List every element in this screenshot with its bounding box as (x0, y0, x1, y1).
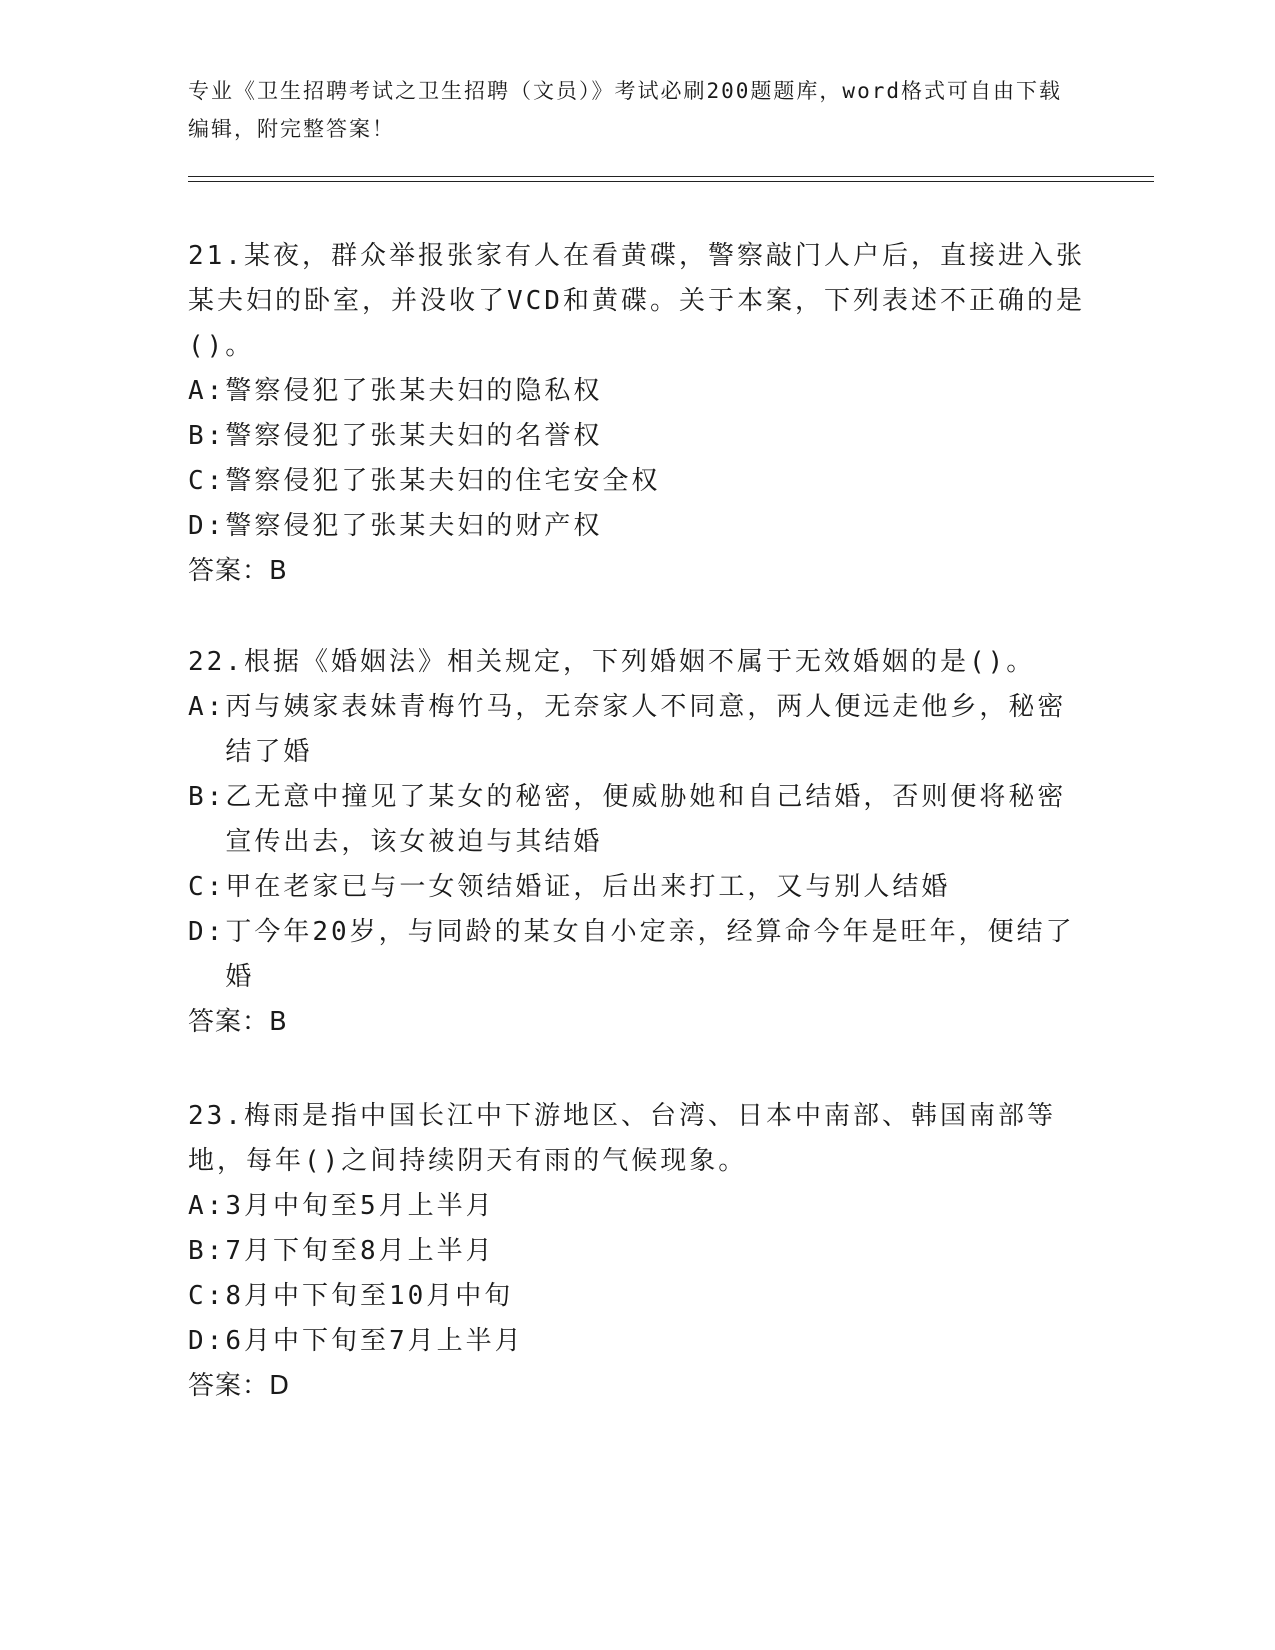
question-22 (188, 640, 1088, 1045)
option-label: B: (188, 782, 226, 812)
option-b (188, 414, 1088, 459)
option-d (188, 1319, 1088, 1364)
option-label: A: (188, 1191, 226, 1221)
option-d (188, 504, 1088, 549)
option-a (188, 1184, 1088, 1229)
option-c (188, 459, 1088, 504)
option-c (188, 1274, 1088, 1319)
option-label: C: (188, 1281, 226, 1311)
option-label: D: (188, 1326, 226, 1356)
question-21 (188, 234, 1088, 594)
document-header: 专业《卫生招聘考试之卫生招聘（文员）》考试必刷200题题库，word格式可自由下载编辑，附完整答案！ (188, 79, 1062, 141)
option-a (188, 369, 1088, 414)
question-23 (188, 1094, 1088, 1409)
answer-line: 答案：B (188, 556, 288, 586)
header-divider-top (188, 176, 1154, 177)
option-text: 丙与姨家表妹青梅竹马，无奈家人不同意，两人便远走他乡，秘密结了婚 (225, 692, 1067, 767)
option-label: C: (188, 872, 226, 902)
option-label: C: (188, 466, 226, 496)
option-b (188, 775, 1088, 865)
header-divider-bottom (188, 181, 1154, 182)
option-text: 警察侵犯了张某夫妇的名誉权 (225, 421, 603, 451)
option-d (188, 910, 1088, 1000)
option-text: 警察侵犯了张某夫妇的住宅安全权 (225, 466, 661, 496)
option-label: D: (188, 511, 226, 541)
option-text: 甲在老家已与一女领结婚证，后出来打工，又与别人结婚 (225, 872, 951, 902)
question-stem: 23.梅雨是指中国长江中下游地区、台湾、日本中南部、韩国南部等地，每年()之间持续阴天有雨的气候现象。 (188, 1101, 1056, 1176)
answer-line: 答案：B (188, 1007, 288, 1037)
option-b (188, 1229, 1088, 1274)
option-text: 6月中下旬至7月上半月 (225, 1326, 524, 1356)
option-label: A: (188, 692, 226, 722)
question-stem: 21.某夜，群众举报张家有人在看黄碟，警察敲门人户后，直接进入张某夫妇的卧室，并没收了VCD和黄碟。关于本案，下列表述不正确的是()。 (188, 241, 1085, 361)
option-text: 警察侵犯了张某夫妇的隐私权 (225, 376, 603, 406)
option-label: D: (188, 917, 226, 947)
option-text: 8月中下旬至10月中旬 (225, 1281, 514, 1311)
answer-line: 答案：D (188, 1371, 291, 1401)
option-text: 警察侵犯了张某夫妇的财产权 (225, 511, 603, 541)
option-label: B: (188, 1236, 226, 1266)
option-text: 7月下旬至8月上半月 (225, 1236, 495, 1266)
option-label: B: (188, 421, 226, 451)
option-a (188, 685, 1088, 775)
question-stem: 22.根据《婚姻法》相关规定，下列婚姻不属于无效婚姻的是()。 (188, 647, 1036, 677)
option-text: 丁今年20岁，与同龄的某女自小定亲，经算命今年是旺年，便结了婚 (225, 917, 1075, 992)
option-text: 3月中旬至5月上半月 (225, 1191, 495, 1221)
option-text: 乙无意中撞见了某女的秘密，便威胁她和自己结婚，否则便将秘密宣传出去，该女被迫与其结婚 (225, 782, 1067, 857)
option-c (188, 865, 1088, 910)
option-label: A: (188, 376, 226, 406)
